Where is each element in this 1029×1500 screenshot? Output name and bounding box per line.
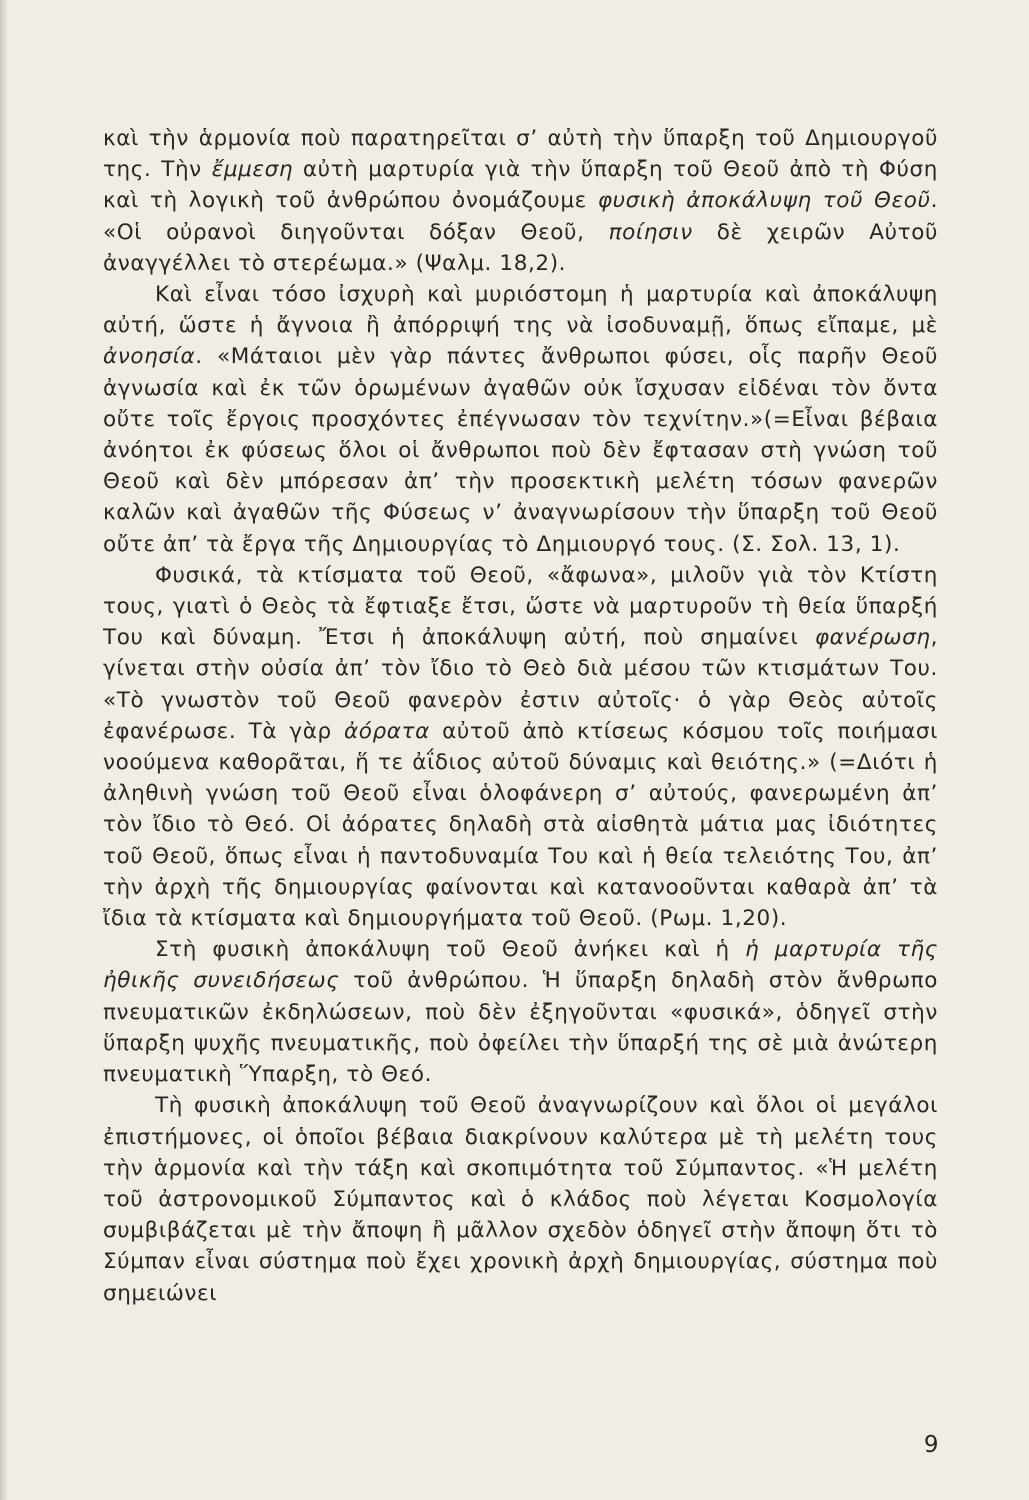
body-text [103, 123, 938, 1309]
paragraph-2: Καὶ εἶναι τόσο ἰσχυρὴ καὶ μυριόστομη ἡ μαρτυρία καὶ ἀποκάλυψη αὐτή, ὥστε ἡ ἄγνοια ἢ ἀπόρριψή της νὰ ἰσοδυναμῇ, ὅπως εἴπαμε, μὲ ἀνοησία. «Μάταιοι μὲν γὰρ πάντες ἄνθρωποι φύσει, οἷς παρῆν Θεοῦ ἀγνωσία καὶ ἐκ τῶν ὁρωμένων ἀγαθῶν οὐκ ἴσχυσαν εἰδέναι τὸν ὄντα οὔτε τοῖς ἔργοις προσχόντες ἐπέγνωσαν τὸν τεχνίτην.»(=Εἶναι βέβαια ἀνόητοι ἐκ φύσεως ὅλοι οἱ ἄνθρωποι ποὺ δὲν ἔφτασαν στὴ γνώση τοῦ Θεοῦ καὶ δὲν μπόρεσαν ἀπ’ τὴν προσεκτικὴ μελέτη τόσων φανερῶν καλῶν καὶ ἀγαθῶν τῆς Φύσεως ν’ ἀναγνωρίσουν τὴν ὕπαρξη τοῦ Θεοῦ οὔτε ἀπ’ τὰ ἔργα τῆς Δημιουργίας τὸ Δημιουργό τους. (Σ. Σολ. 13, 1). [103, 282, 938, 557]
paragraph-4: Στὴ φυσικὴ ἀποκάλυψη τοῦ Θεοῦ ἀνήκει καὶ ἡ ἡ μαρτυρία τῆς ἠθικῆς συνειδήσεως τοῦ ἀνθρώπου. Ἡ ὕπαρξη δηλαδὴ στὸν ἄνθρωπο πνευματικῶν ἐκδηλώσεων, ποὺ δὲν ἐξηγοῦνται «φυσικά», ὁδηγεῖ στὴν ὕπαρξη ψυχῆς πνευματικῆς, ποὺ ὀφείλει τὴν ὕπαρξή της σὲ μιὰ ἀνώτερη πνευματικὴ Ὕπαρξη, τὸ Θεό. [103, 937, 938, 1088]
page-number: 9 [923, 1432, 939, 1458]
paragraph-5: Τὴ φυσικὴ ἀποκάλυψη τοῦ Θεοῦ ἀναγνωρίζουν καὶ ὅλοι οἱ μεγάλοι ἐπιστήμονες, οἱ ὁποῖοι βέβαια διακρίνουν καλύτερα μὲ τὴ μελέτη τους τὴν ἁρμονία καὶ τὴν τάξη καὶ σκοπιμότητα τοῦ Σύμπαντος. «Ἡ μελέτη τοῦ ἀστρονομικοῦ Σύμπαντος καὶ ὁ κλάδος ποὺ λέγεται Κοσμολογία συμβιβάζεται μὲ τὴν ἄποψη ἢ μᾶλλον σχεδὸν ὁδηγεῖ στὴν ἄποψη ὅτι τὸ Σύμπαν εἶναι σύστημα ποὺ ἔχει χρονικὴ ἀρχὴ δημιουργίας, σύστημα ποὺ σημειώνει [103, 1093, 938, 1306]
page-edge-shadow [0, 0, 7, 1500]
paragraph-3: Φυσικά, τὰ κτίσματα τοῦ Θεοῦ, «ἄφωνα», μιλοῦν γιὰ τὸν Κτίστη τους, γιατὶ ὁ Θεὸς τὰ ἔφτιαξε ἔτσι, ὥστε νὰ μαρτυροῦν τὴ θεία ὕπαρξή Του καὶ δύναμη. Ἔτσι ἡ ἀποκάλυψη αὐτή, ποὺ σημαίνει φανέρωση, γίνεται στὴν οὐσία ἀπ’ τὸν ἴδιο τὸ Θεὸ διὰ μέσου τῶν κτισμάτων Του. «Τὸ γνωστὸν τοῦ Θεοῦ φανερὸν ἐστιν αὐτοῖς· ὁ γὰρ Θεὸς αὐτοῖς ἐφανέρωσε. Τὰ γὰρ ἀόρατα αὐτοῦ ἀπὸ κτίσεως κόσμου τοῖς ποιήμασι νοούμενα καθορᾶται, ἥ τε ἀΐδιος αὐτοῦ δύναμις καὶ θειότης.» (=Διότι ἡ ἀληθινὴ γνώση τοῦ Θεοῦ εἶναι ὁλοφάνερη σ’ αὐτούς, φανερωμένη ἀπ’ τὸν ἴδιο τὸ Θεό. Οἱ ἀόρατες δηλαδὴ στὰ αἰσθητὰ μάτια μας ἰδιότητες τοῦ Θεοῦ, ὅπως εἶναι ἡ παντοδυναμία Του καὶ ἡ θεία τελειότης Του, ἀπ’ τὴν ἀρχὴ τῆς δημιουργίας φαίνονται καὶ κατανοοῦνται καθαρὰ ἀπ’ τὰ ἴδια τὰ κτίσματα καὶ δημιουργήματα τοῦ Θεοῦ. (Ρωμ. 1,20). [103, 562, 938, 932]
paragraph-1: καὶ τὴν ἁρμονία ποὺ παρατηρεῖται σ’ αὐτὴ τὴν ὕπαρξη τοῦ Δημιουργοῦ της. Τὴν ἔμμεση αὐτὴ μαρτυρία γιὰ τὴν ὕπαρξη τοῦ Θεοῦ ἀπὸ τὴ Φύση καὶ τὴ λογικὴ τοῦ ἀνθρώπου ὀνομάζουμε φυσικὴ ἀποκάλυψη τοῦ Θεοῦ. «Οἱ οὐρανοὶ διηγοῦνται δόξαν Θεοῦ, ποίησιν δὲ χειρῶν Αὐτοῦ ἀναγγέλλει τὸ στερέωμα.» (Ψαλμ. 18,2). [103, 126, 938, 276]
